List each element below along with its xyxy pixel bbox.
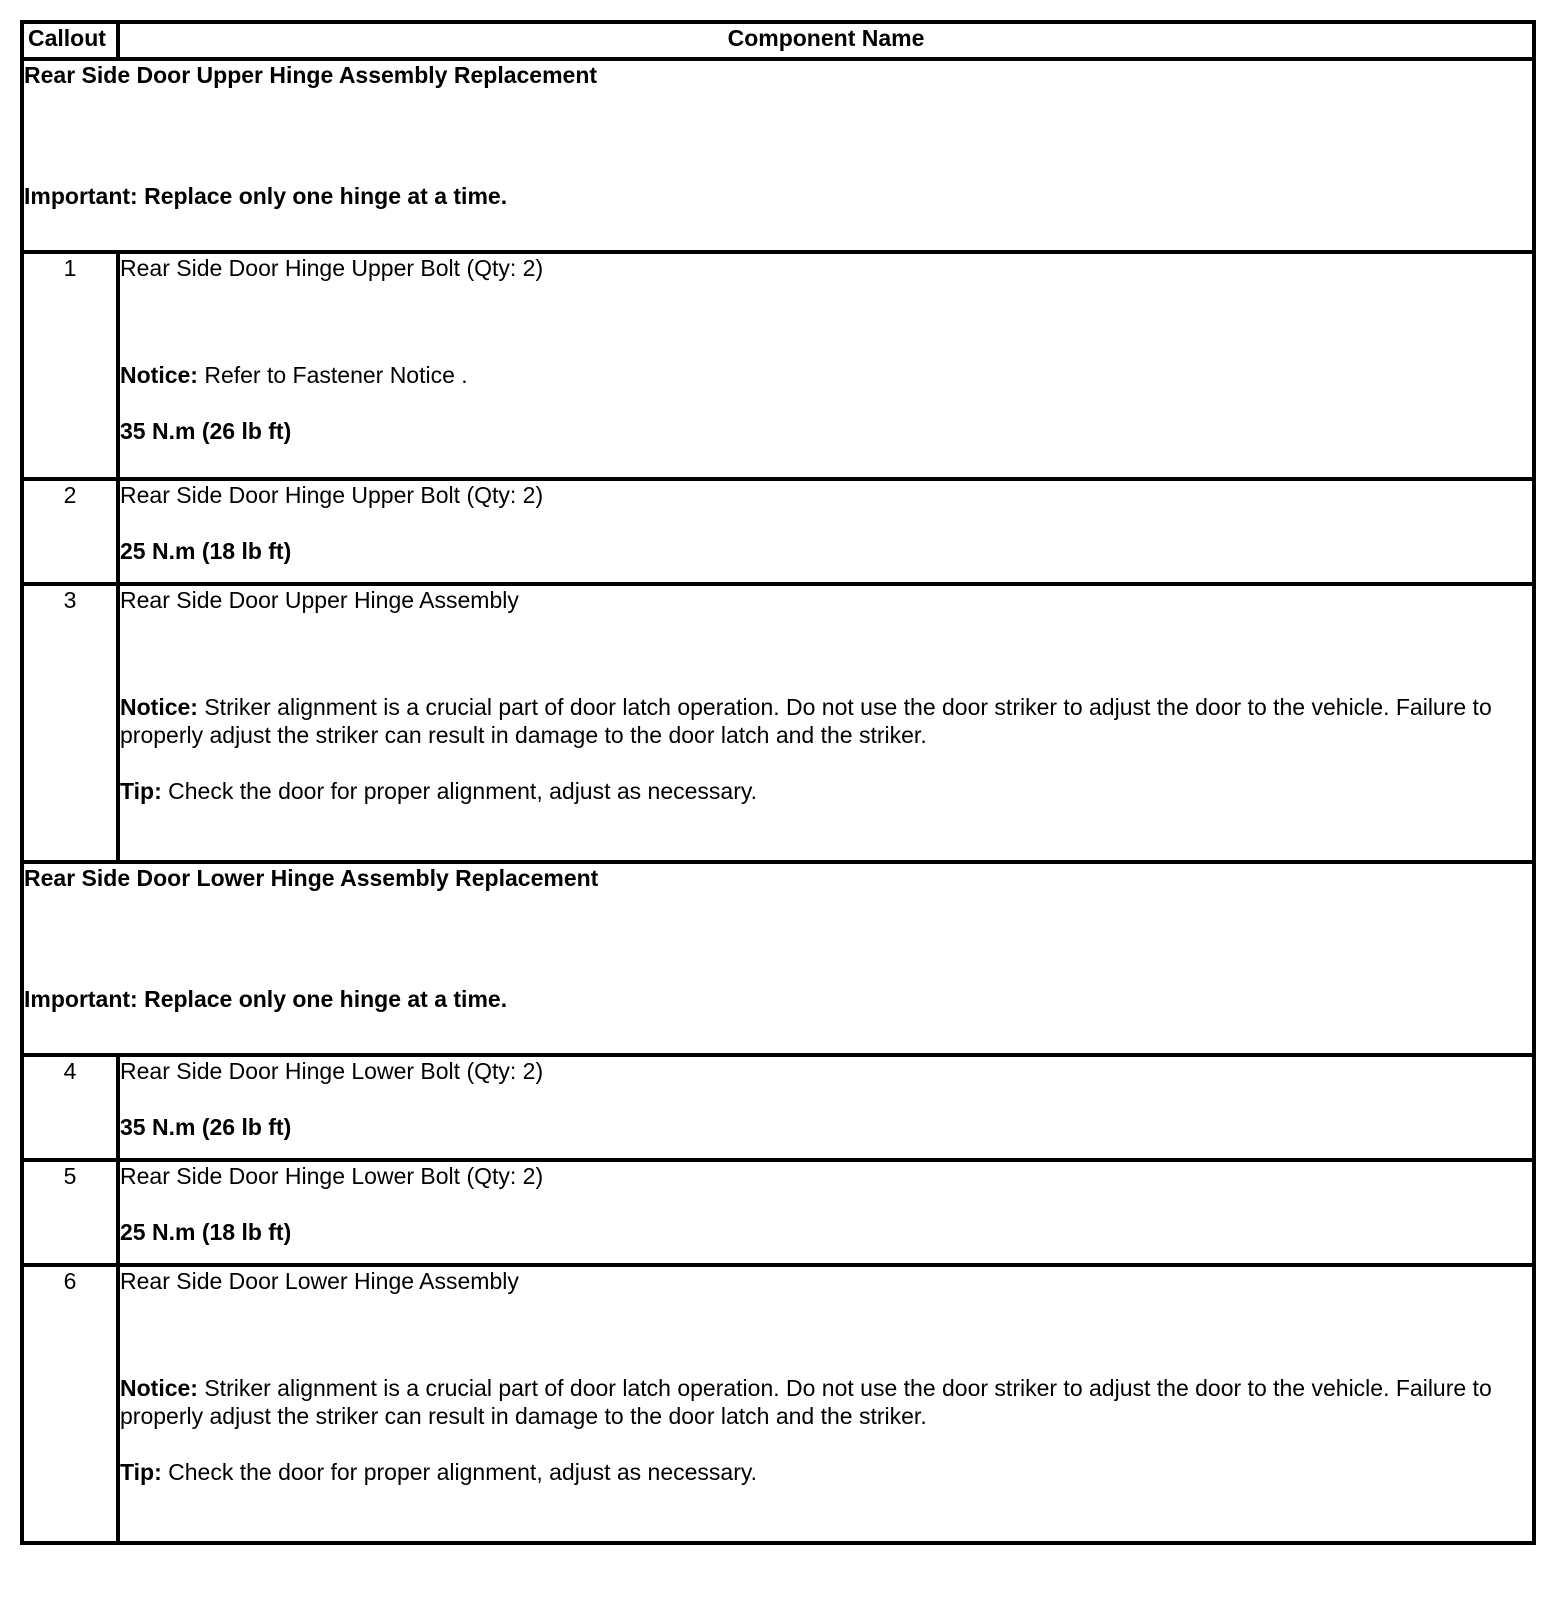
table-row bbox=[22, 1055, 1534, 1160]
notice bbox=[120, 693, 1532, 749]
component-name-header: Component Name bbox=[118, 22, 1534, 59]
component-cell bbox=[118, 584, 1534, 862]
component-cell bbox=[118, 252, 1534, 479]
section-title: Rear Side Door Upper Hinge Assembly Replacement bbox=[24, 62, 598, 88]
section-title: Rear Side Door Lower Hinge Assembly Replacement bbox=[24, 865, 599, 891]
component-cell bbox=[118, 479, 1534, 584]
notice-text: Refer to Fastener Notice . bbox=[197, 362, 468, 388]
torque-spec: 25 N.m (18 lb ft) bbox=[120, 1219, 292, 1245]
component-name: Rear Side Door Lower Hinge Assembly bbox=[120, 1268, 519, 1294]
table-row bbox=[22, 479, 1534, 584]
important-note: Important: Replace only one hinge at a time. bbox=[24, 986, 508, 1012]
notice-label: Notice: bbox=[120, 694, 198, 720]
tip-label: Tip: bbox=[120, 778, 162, 804]
callout-number: 3 bbox=[22, 584, 118, 862]
component-cell bbox=[118, 1055, 1534, 1160]
component-name: Rear Side Door Hinge Lower Bolt (Qty: 2) bbox=[120, 1058, 544, 1084]
torque-spec: 25 N.m (18 lb ft) bbox=[120, 538, 292, 564]
tip bbox=[120, 1458, 1532, 1486]
tip-text: Check the door for proper alignment, adjust as necessary. bbox=[161, 778, 758, 804]
callout-number: 6 bbox=[22, 1265, 118, 1543]
tip bbox=[120, 777, 1532, 805]
section-row bbox=[22, 59, 1534, 252]
notice-text: Striker alignment is a crucial part of door latch operation. Do not use the door striker to adjust the door to the vehicle. Failure to properly adjust the striker can result in damage to the door latch and the striker. bbox=[120, 694, 1492, 748]
notice bbox=[120, 1374, 1532, 1430]
callout-number: 4 bbox=[22, 1055, 118, 1160]
table-row bbox=[22, 584, 1534, 862]
important-note: Important: Replace only one hinge at a time. bbox=[24, 183, 508, 209]
component-name: Rear Side Door Hinge Upper Bolt (Qty: 2) bbox=[120, 482, 544, 508]
notice-label: Notice: bbox=[120, 362, 198, 388]
notice-text: Striker alignment is a crucial part of door latch operation. Do not use the door striker to adjust the door to the vehicle. Failure to properly adjust the striker can result in damage to the door latch and the striker. bbox=[120, 1375, 1492, 1429]
table-row bbox=[22, 252, 1534, 479]
callout-number: 1 bbox=[22, 252, 118, 479]
section-header-upper bbox=[22, 59, 1534, 252]
component-name: Rear Side Door Hinge Lower Bolt (Qty: 2) bbox=[120, 1163, 544, 1189]
section-row bbox=[22, 862, 1534, 1055]
tip-label: Tip: bbox=[120, 1459, 162, 1485]
table-row bbox=[22, 1160, 1534, 1265]
callout-header: Callout bbox=[22, 22, 118, 59]
table-row bbox=[22, 1265, 1534, 1543]
tip-text: Check the door for proper alignment, adjust as necessary. bbox=[161, 1459, 758, 1485]
notice bbox=[120, 361, 1532, 389]
callout-number: 5 bbox=[22, 1160, 118, 1265]
component-name: Rear Side Door Upper Hinge Assembly bbox=[120, 587, 519, 613]
table-header-row bbox=[22, 22, 1534, 59]
section-header-lower bbox=[22, 862, 1534, 1055]
component-table bbox=[20, 20, 1536, 1545]
notice-label: Notice: bbox=[120, 1375, 198, 1401]
component-cell bbox=[118, 1265, 1534, 1543]
component-cell bbox=[118, 1160, 1534, 1265]
torque-spec: 35 N.m (26 lb ft) bbox=[120, 418, 292, 444]
torque-spec: 35 N.m (26 lb ft) bbox=[120, 1114, 292, 1140]
callout-number: 2 bbox=[22, 479, 118, 584]
component-name: Rear Side Door Hinge Upper Bolt (Qty: 2) bbox=[120, 255, 544, 281]
